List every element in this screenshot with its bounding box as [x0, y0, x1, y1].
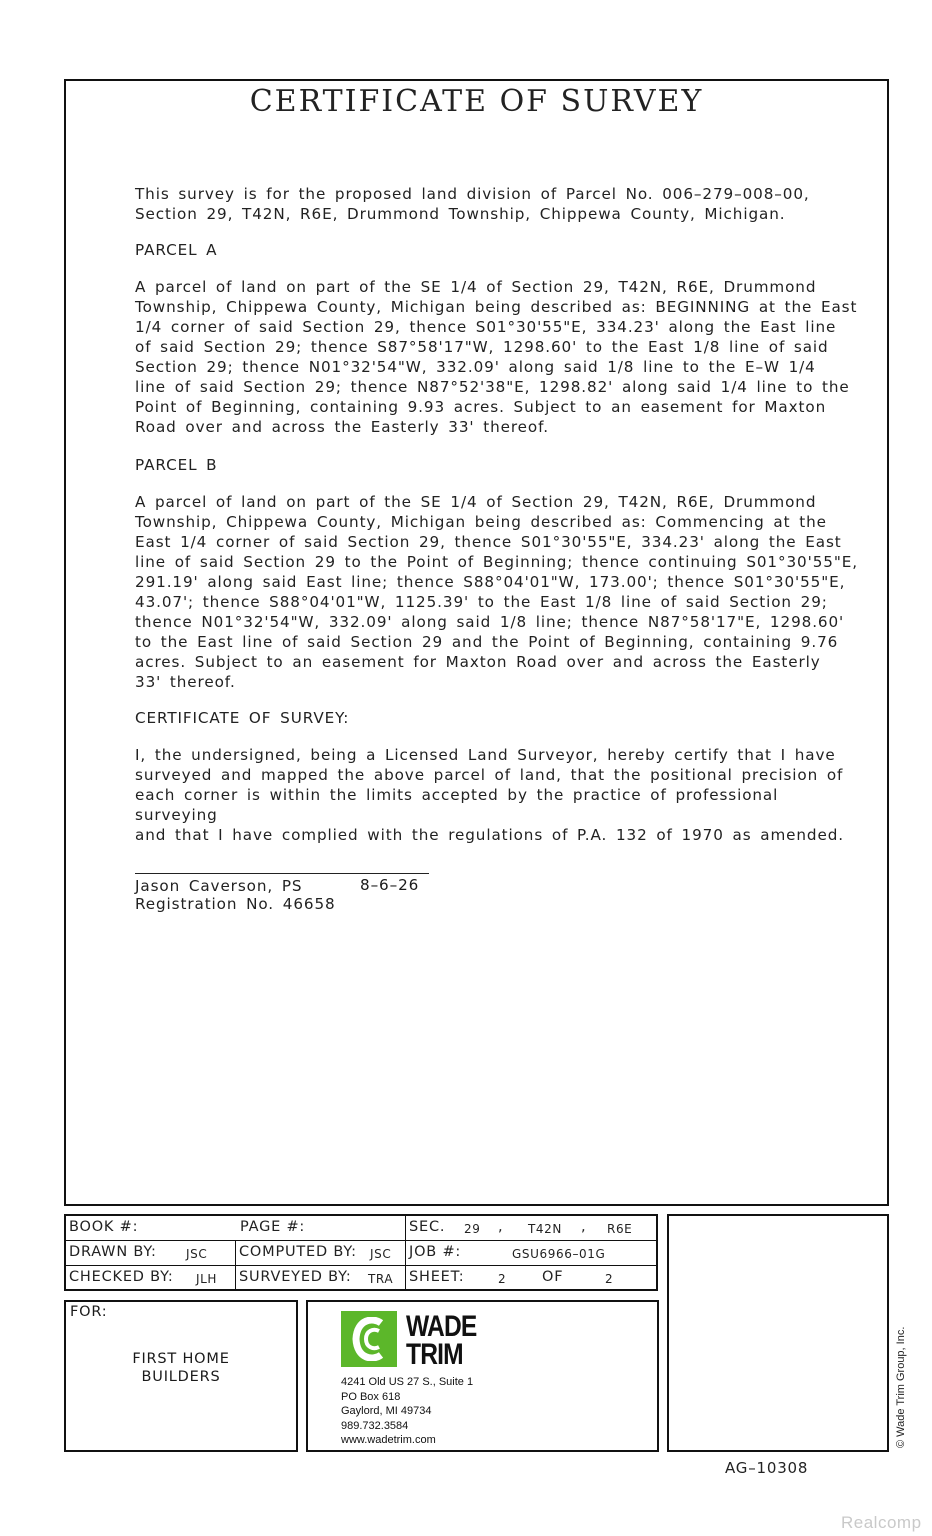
signature-line	[135, 873, 429, 874]
registration-number: Registration No. 46658	[135, 895, 336, 913]
surveyor-name: Jason Caverson, PS	[135, 877, 303, 895]
parcel-a-heading: PARCEL A	[135, 241, 218, 259]
drawing-number: AG–10308	[725, 1459, 809, 1477]
section-value: 29	[464, 1222, 481, 1236]
signature-date: 8–6–26	[360, 876, 420, 894]
sheet-total: 2	[605, 1272, 614, 1286]
stamp-box	[667, 1214, 889, 1452]
table-divider	[66, 1240, 656, 1241]
certificate-heading: CERTIFICATE OF SURVEY:	[135, 709, 350, 727]
watermark: Realcomp	[841, 1513, 922, 1532]
certificate-statement: I, the undersigned, being a Licensed Land Surveyor, hereby certify that I have surveyed and mapped the above parcel of land, that the positional precision of each corner is within the limits accepted by the practice of professional surveying and that I have complied with the regulations of P.A. 132 of 1970 as amended.	[135, 746, 844, 844]
job-number-value: GSU6966–01G	[512, 1247, 606, 1261]
drawn-by-value: JSC	[186, 1247, 208, 1261]
wade-trim-logo-icon	[341, 1311, 397, 1367]
checked-by-value: JLH	[196, 1272, 218, 1286]
section-label: SEC.	[409, 1219, 446, 1235]
for-label: FOR:	[70, 1304, 108, 1320]
copyright-notice: © Wade Trim Group, Inc.	[895, 1326, 907, 1448]
logo-c-shape	[351, 1317, 387, 1361]
parcel-b-heading: PARCEL B	[135, 456, 218, 474]
table-divider	[66, 1265, 656, 1266]
job-number-label: JOB #:	[409, 1244, 462, 1260]
sheet-number: 2	[498, 1272, 507, 1286]
page-title: CERTIFICATE OF SURVEY	[249, 84, 704, 119]
separator: ,	[498, 1219, 504, 1235]
separator: ,	[581, 1219, 587, 1235]
book-label: BOOK #:	[69, 1219, 139, 1235]
firm-box	[306, 1300, 659, 1452]
client-name: FIRST HOME BUILDERS	[132, 1351, 230, 1385]
range-value: R6E	[607, 1222, 633, 1236]
logo-text-wade: WADE	[406, 1310, 477, 1343]
logo-text-trim: TRIM	[406, 1338, 463, 1371]
sheet-of-label: OF	[542, 1269, 564, 1285]
page-label: PAGE #:	[240, 1219, 306, 1235]
firm-address: 4241 Old US 27 S., Suite 1 PO Box 618 Gaylord, MI 49734 989.732.3584 www.wadetrim.com	[341, 1376, 474, 1446]
surveyed-by-label: SURVEYED BY:	[239, 1269, 352, 1285]
table-divider	[235, 1240, 236, 1289]
computed-by-value: JSC	[370, 1247, 392, 1261]
info-table	[64, 1214, 658, 1291]
parcel-a-description: A parcel of land on part of the SE 1/4 of Section 29, T42N, R6E, Drummond Township, Chippewa County, Michigan being described as: BEGINNING at the East 1/4 corner of said Section 29, thence S01°30'55"E, 334.23' along the East line of said Section 29; thence S87°58'17"W, 1298.60' to the East 1/8 line of said Section 29; thence N01°32'54"W, 332.09' along said 1/8 line to the E–W 1/4 line of said Section 29; thence N87°52'38"E, 1298.82' along said 1/4 line to the Point of Beginning, containing 9.93 acres. Subject to an easement for Maxton Road over and across the Easterly 33' thereof.	[135, 278, 858, 436]
township-value: T42N	[528, 1222, 562, 1236]
sheet-label: SHEET:	[409, 1269, 465, 1285]
drawn-by-label: DRAWN BY:	[69, 1244, 157, 1260]
parcel-b-description: A parcel of land on part of the SE 1/4 of Section 29, T42N, R6E, Drummond Township, Chippewa County, Michigan being described as: Commencing at the East 1/4 corner of said Section 29, thence S01°30'55"E, 334.23' along the East line of said Section 29 to the Point of Beginning; thence continuing S01°30'55"E, 291.19' along said East line; thence S88°04'01"W, 173.00'; thence S01°30'55"E, 43.07'; thence S88°04'01"W, 1125.39' to the East 1/8 line of said Section 29; thence N01°32'54"W, 332.09' along said 1/8 line; thence N87°58'17"E, 1298.60' to the East line of said Section 29 and the Point of Beginning, containing 9.76 acres. Subject to an easement for Maxton Road over and across the Easterly 33' thereof.	[135, 493, 858, 691]
computed-by-label: COMPUTED BY:	[239, 1244, 357, 1260]
table-divider	[405, 1216, 406, 1289]
intro-paragraph: This survey is for the proposed land division of Parcel No. 006–279–008–00, Section 29, T42N, R6E, Drummond Township, Chippewa County, Michigan.	[135, 185, 810, 223]
client-box	[64, 1300, 298, 1452]
surveyed-by-value: TRA	[368, 1272, 394, 1286]
checked-by-label: CHECKED BY:	[69, 1269, 174, 1285]
